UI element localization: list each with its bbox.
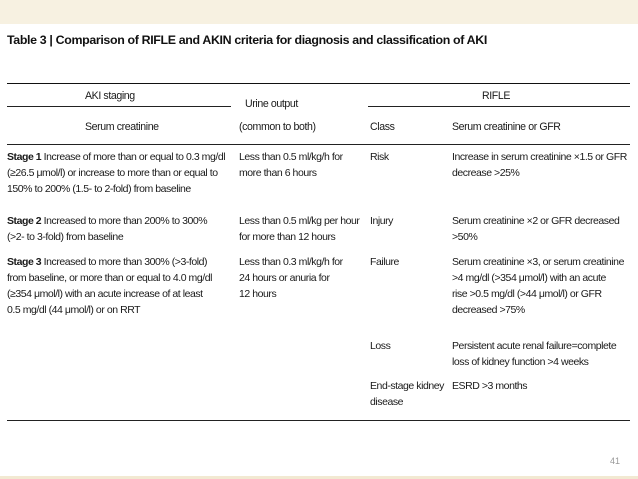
- header-rifle: RIFLE: [482, 90, 511, 102]
- rifle-class-failure: Failure: [370, 256, 399, 268]
- stage-3-line-4: 0.5 mg/dl (44 μmol/l) or on RRT: [7, 304, 141, 316]
- header-urine-output-sub: (common to both): [239, 121, 316, 133]
- table-title: Table 3 | Comparison of RIFLE and AKIN criteria for diagnosis and classification of AKI: [7, 33, 487, 47]
- stage-1-line-3: 150% to 200% (1.5- to 2-fold) from baseline: [7, 183, 191, 195]
- rifle-injury-line-2: >50%: [452, 231, 478, 243]
- rifle-class-esrd-line-2: disease: [370, 396, 404, 408]
- rifle-underline: [368, 106, 630, 107]
- table-bottom-rule: [7, 420, 630, 421]
- stage-1-line-2: (≥26.5 μmol/l) or increase to more than or equal to: [7, 167, 218, 179]
- stage-1-line-1: [7, 149, 225, 165]
- stage-2-label: Stage 2: [7, 215, 42, 227]
- header-serum-creatinine: Serum creatinine: [85, 121, 159, 133]
- rifle-class-injury: Injury: [370, 215, 393, 227]
- stage-3-line-2: from baseline, or more than or equal to 4.0 mg/dl: [7, 272, 212, 284]
- rifle-failure-line-2: >4 mg/dl (>354 μmol/l) with an acute: [452, 272, 606, 284]
- stage-3-text: Increased to more than 300% (>3-fold): [41, 256, 208, 268]
- rifle-injury-line-1: Serum creatinine ×2 or GFR decreased: [452, 215, 620, 227]
- stage-1-label: Stage 1: [7, 151, 42, 163]
- urine-stage-1-line-1: Less than 0.5 ml/kg/h for: [239, 151, 343, 163]
- rifle-risk-line-2: decrease >25%: [452, 167, 520, 179]
- aki-staging-underline: [7, 106, 231, 107]
- rifle-failure-line-1: Serum creatinine ×3, or serum creatinine: [452, 256, 624, 268]
- header-serum-creatinine-gfr: Serum creatinine or GFR: [452, 121, 561, 133]
- stage-2-line-2: (>2- to 3-fold) from baseline: [7, 231, 124, 243]
- rifle-class-esrd-line-1: End-stage kidney: [370, 380, 444, 392]
- rifle-class-loss: Loss: [370, 340, 391, 352]
- stage-3-line-1: [7, 254, 207, 270]
- header-urine-output: Urine output: [245, 98, 298, 110]
- urine-stage-3-line-2: 24 hours or anuria for: [239, 272, 330, 284]
- urine-stage-3-line-3: 12 hours: [239, 288, 277, 300]
- top-band: [0, 0, 638, 26]
- page-number: 41: [609, 456, 620, 466]
- stage-2-line-1: [7, 213, 207, 229]
- header-aki-staging: AKI staging: [85, 90, 135, 102]
- urine-stage-2-line-1: Less than 0.5 ml/kg per hour: [239, 215, 360, 227]
- rifle-esrd-line-1: ESRD >3 months: [452, 380, 528, 392]
- stage-1-text: Increase of more than or equal to 0.3 mg/dl: [41, 151, 226, 163]
- stage-3-line-3: (≥354 μmol/l) with an acute increase of at least: [7, 288, 203, 300]
- header-class: Class: [370, 121, 395, 133]
- urine-stage-1-line-2: more than 6 hours: [239, 167, 317, 179]
- rifle-loss-line-2: loss of kidney function >4 weeks: [452, 356, 589, 368]
- urine-stage-3-line-1: Less than 0.3 ml/kg/h for: [239, 256, 343, 268]
- stage-2-text: Increased to more than 200% to 300%: [41, 215, 208, 227]
- rifle-failure-line-3: rise >0.5 mg/dl (>44 μmol/l) or GFR: [452, 288, 602, 300]
- table-top-rule: [7, 83, 630, 84]
- rifle-class-risk: Risk: [370, 151, 389, 163]
- rifle-failure-line-4: decreased >75%: [452, 304, 525, 316]
- stage-3-label: Stage 3: [7, 256, 42, 268]
- urine-stage-2-line-2: for more than 12 hours: [239, 231, 336, 243]
- rifle-loss-line-1: Persistent acute renal failure=complete: [452, 340, 617, 352]
- rifle-risk-line-1: Increase in serum creatinine ×1.5 or GFR: [452, 151, 627, 163]
- header-bottom-rule: [7, 144, 630, 145]
